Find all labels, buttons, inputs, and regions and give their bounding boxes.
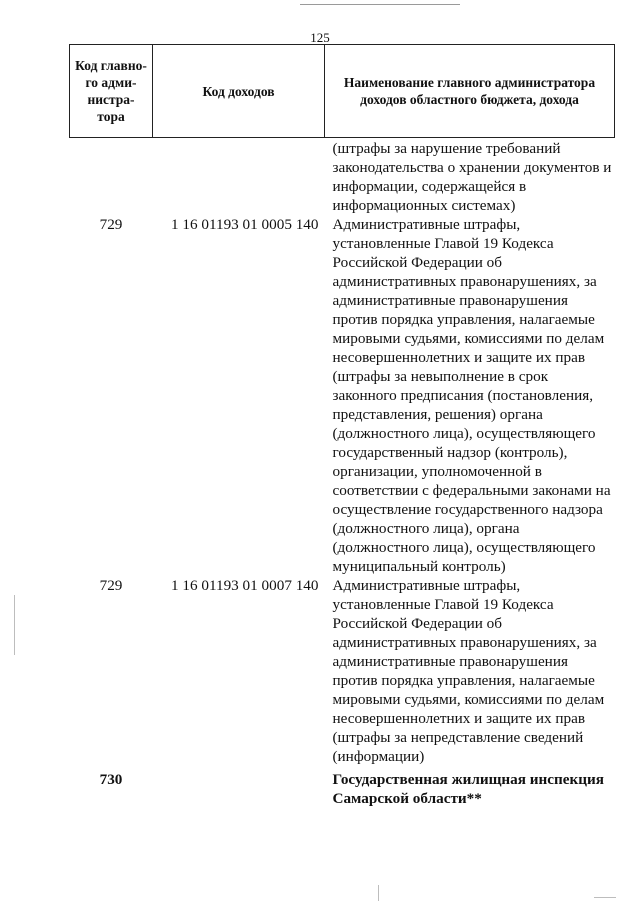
row-admin-code: 729 bbox=[99, 577, 123, 594]
table-row bbox=[70, 138, 615, 216]
row-admin-code bbox=[70, 138, 153, 216]
page-number: 125 bbox=[310, 30, 330, 45]
table-row bbox=[70, 576, 615, 766]
row-revenue-code: 1 16 01193 01 0005 140 bbox=[170, 216, 319, 233]
row-name: Государственная жилищная инспекция Самарской области** bbox=[332, 771, 604, 807]
row-revenue-code: 1 16 01193 01 0007 140 bbox=[170, 577, 319, 594]
table-header-row bbox=[70, 45, 615, 138]
row-name: Административные штрафы, установленные Главой 19 Кодекса Российской Федерации об административных правонарушениях, за административные правонарушения против порядка управления, налагаемые мировыми судьями, комиссиями по делам несовершеннолетних и защите их прав (штрафы за невыполнение в срок законного предписания (постановления, представления, решения) органа (должностного лица), осуществляющего государственный надзор (контроль), организации, уполномоченной в соответствии с федеральными законами на осуществление государственного надзора (должностного лица), органа (должностного лица), осуществляющего муниципальный контроль) bbox=[332, 216, 611, 575]
header-admin-code: Код главно-го адми-нистра-тора bbox=[70, 45, 153, 138]
revenue-table bbox=[69, 44, 615, 808]
table-row-section-heading bbox=[70, 766, 615, 808]
row-revenue-code bbox=[153, 138, 325, 216]
scan-artifact-bottom bbox=[378, 885, 379, 901]
row-name: Административные штрафы, установленные Главой 19 Кодекса Российской Федерации об административных правонарушениях, за административные правонарушения против порядка управления, налагаемые мировыми судьями, комиссиями по делам несовершеннолетних и защите их прав (штрафы за непредставление сведений (информации) bbox=[332, 577, 605, 765]
header-name: Наименование главного администратора доходов областного бюджета, дохода bbox=[325, 45, 615, 138]
table-row bbox=[70, 215, 615, 576]
row-name: (штрафы за нарушение требований законодательства о хранении документов и информации, содержащейся в информационных системах) bbox=[332, 140, 612, 214]
row-admin-code: 730 bbox=[99, 771, 123, 788]
row-admin-code: 729 bbox=[99, 216, 123, 233]
scan-artifact-left bbox=[14, 595, 15, 655]
scan-top-rule bbox=[300, 4, 460, 5]
scan-artifact-corner bbox=[594, 897, 616, 898]
header-revenue-code: Код доходов bbox=[153, 45, 325, 138]
row-revenue-code bbox=[153, 766, 325, 808]
